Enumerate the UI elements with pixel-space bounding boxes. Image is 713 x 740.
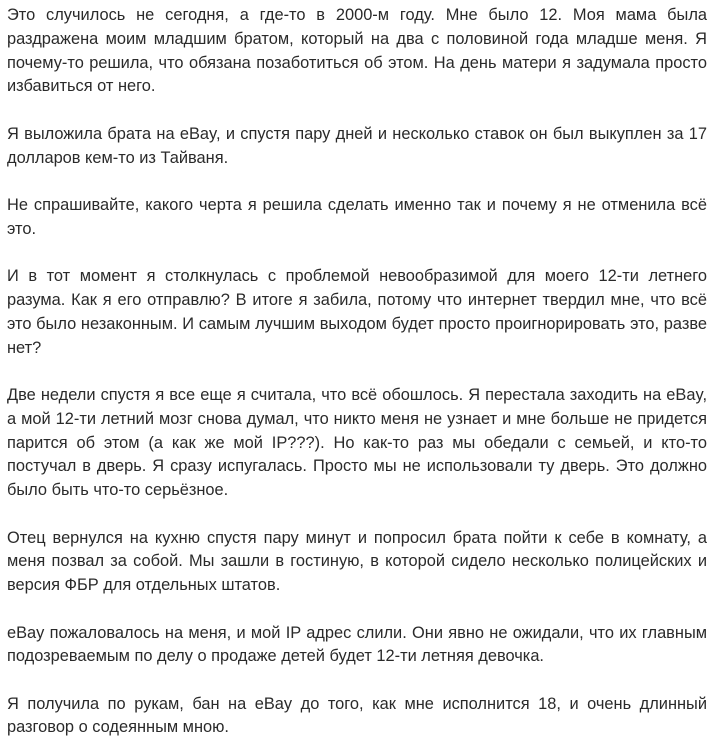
paragraph-7: eBay пожаловалось на меня, и мой IP адрес слили. Они явно не ожидали, что их главным подозреваемым по делу о продаже детей будет 12-ти летняя девочка. — [7, 623, 707, 666]
paragraph-5: Две недели спустя я все еще я считала, что всё обошлось. Я перестала заходить на eBay, а мой 12-ти летний мозг снова думал, что никто меня не узнает и мне больше не придется парится об этом (а как же мой IP???). Но как-то раз мы обедали с семьей, и кто-то постучал в дверь. Я сразу испугалась. Просто мы не использовали ту дверь. Это должно было быть что-то серьёзное. — [7, 385, 707, 500]
paragraph-3: Не спрашивайте, какого черта я решила сделать именно так и почему я не отменила всё это. — [7, 195, 707, 238]
paragraph-1: Это случилось не сегодня, а где-то в 2000-м году. Мне было 12. Моя мама была раздражена моим младшим братом, который на два с половиной года младше меня. Я почему-то решила, что обязана позаботиться об этом. На день матери я задумала просто избавиться от него. — [7, 6, 707, 96]
paragraph-6: Отец вернулся на кухню спустя пару минут и попросил брата пойти к себе в комнату, а меня позвал за собой. Мы зашли в гостиную, в которой сидело несколько полицейских и версия ФБР для отдельных штатов. — [7, 528, 707, 595]
paragraph-2: Я выложила брата на eBay, и спустя пару дней и несколько ставок он был выкуплен за 17 долларов кем-то из Тайваня. — [7, 124, 707, 167]
paragraph-8: Я получила по рукам, бан на eBay до того, как мне исполнится 18, и очень длинный разговор о содеянным мною. — [7, 694, 707, 737]
paragraph-4: И в тот момент я столкнулась с проблемой невообразимой для моего 12-ти летнего разума. Как я его отправлю? В итоге я забила, потому что интернет твердил мне, что всё это было незаконным. И самым лучшим выходом будет просто проигнорировать это, разве нет? — [7, 267, 707, 357]
